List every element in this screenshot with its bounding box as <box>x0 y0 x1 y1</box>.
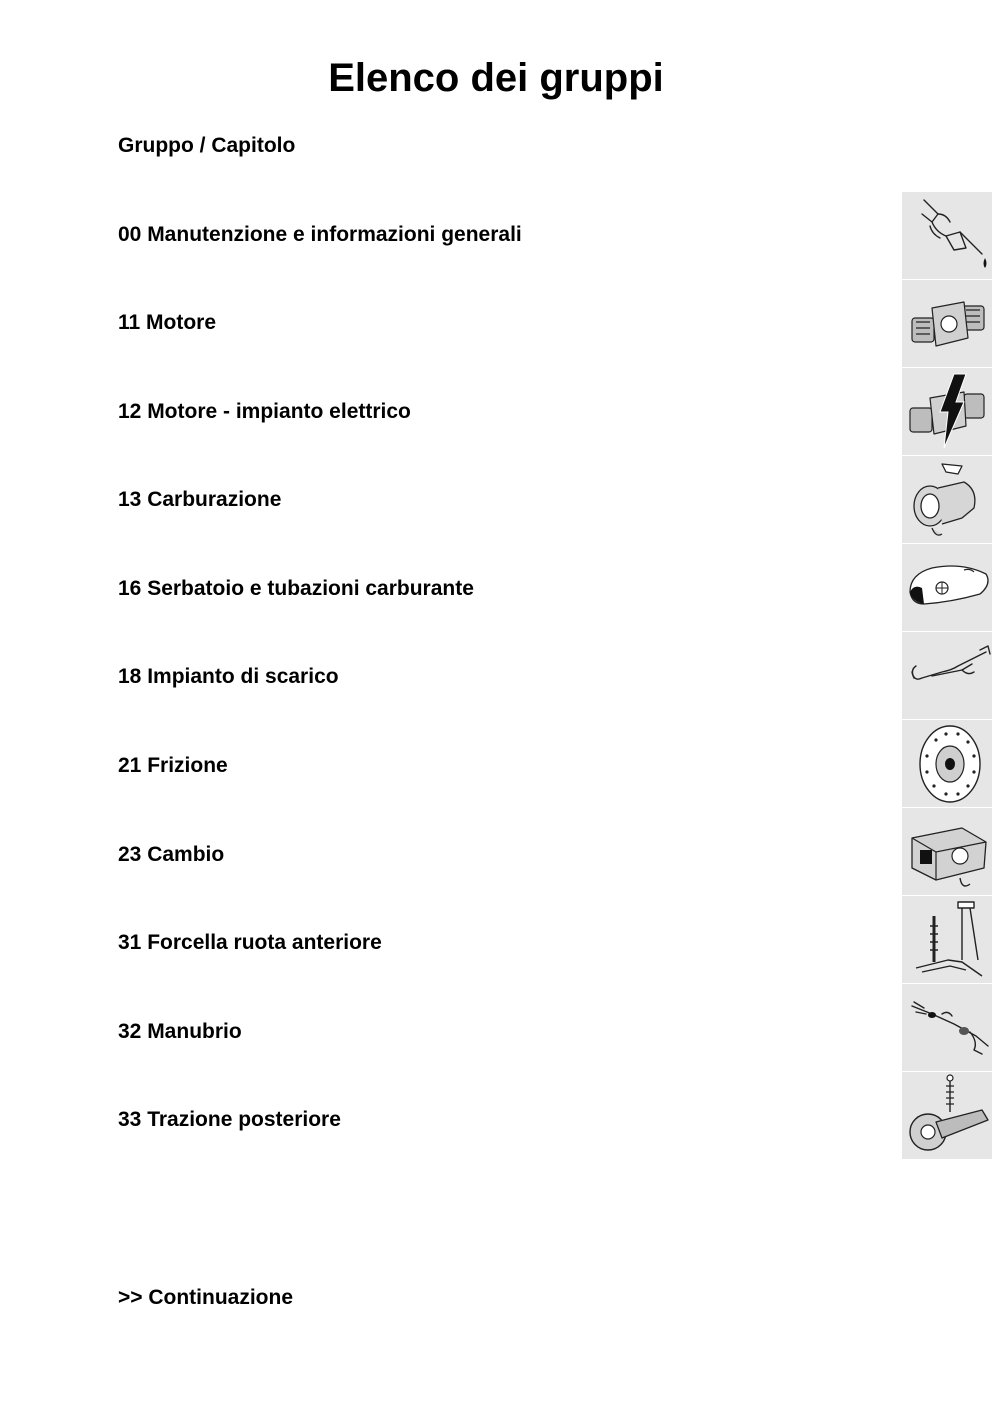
group-link-23[interactable]: 23 Cambio <box>118 843 225 866</box>
front-fork-icon <box>902 896 992 983</box>
tab-31[interactable] <box>902 896 992 984</box>
tab-00[interactable] <box>902 192 992 280</box>
tab-18[interactable] <box>902 632 992 720</box>
group-link-33[interactable]: 33 Trazione posteriore <box>118 1108 341 1131</box>
handlebar-icon <box>902 984 992 1071</box>
tab-23[interactable] <box>902 808 992 896</box>
section-subheading: Gruppo / Capitolo <box>118 134 296 157</box>
tab-11[interactable] <box>902 280 992 368</box>
group-link-11[interactable]: 11 Motore <box>118 311 217 334</box>
group-link-13[interactable]: 13 Carburazione <box>118 488 282 511</box>
fuel-tank-icon <box>902 544 992 631</box>
tab-12[interactable] <box>902 368 992 456</box>
throttle-body-icon <box>902 456 992 543</box>
engine-electrical-icon <box>902 368 992 455</box>
exhaust-icon <box>902 632 992 719</box>
page-title: Elenco dei gruppi <box>328 56 664 100</box>
tab-21[interactable] <box>902 720 992 808</box>
rear-drive-icon <box>902 1072 992 1159</box>
group-link-21[interactable]: 21 Frizione <box>118 754 228 777</box>
clutch-disc-icon <box>902 720 992 807</box>
tab-16[interactable] <box>902 544 992 632</box>
tab-32[interactable] <box>902 984 992 1072</box>
group-link-31[interactable]: 31 Forcella ruota anteriore <box>118 931 382 954</box>
engine-icon <box>902 280 992 367</box>
group-link-00[interactable]: 00 Manutenzione e informazioni generali <box>118 223 522 246</box>
chapter-tab-strip <box>902 192 992 1160</box>
tab-13[interactable] <box>902 456 992 544</box>
continue-link[interactable]: >> Continuazione <box>118 1286 294 1309</box>
group-link-16[interactable]: 16 Serbatoio e tubazioni carburante <box>118 577 474 600</box>
tab-33[interactable] <box>902 1072 992 1160</box>
group-link-32[interactable]: 32 Manubrio <box>118 1020 242 1043</box>
group-link-18[interactable]: 18 Impianto di scarico <box>118 665 339 688</box>
gearbox-icon <box>902 808 992 895</box>
group-link-12[interactable]: 12 Motore - impianto elettrico <box>118 400 411 423</box>
oil-can-hand-icon <box>902 192 992 279</box>
